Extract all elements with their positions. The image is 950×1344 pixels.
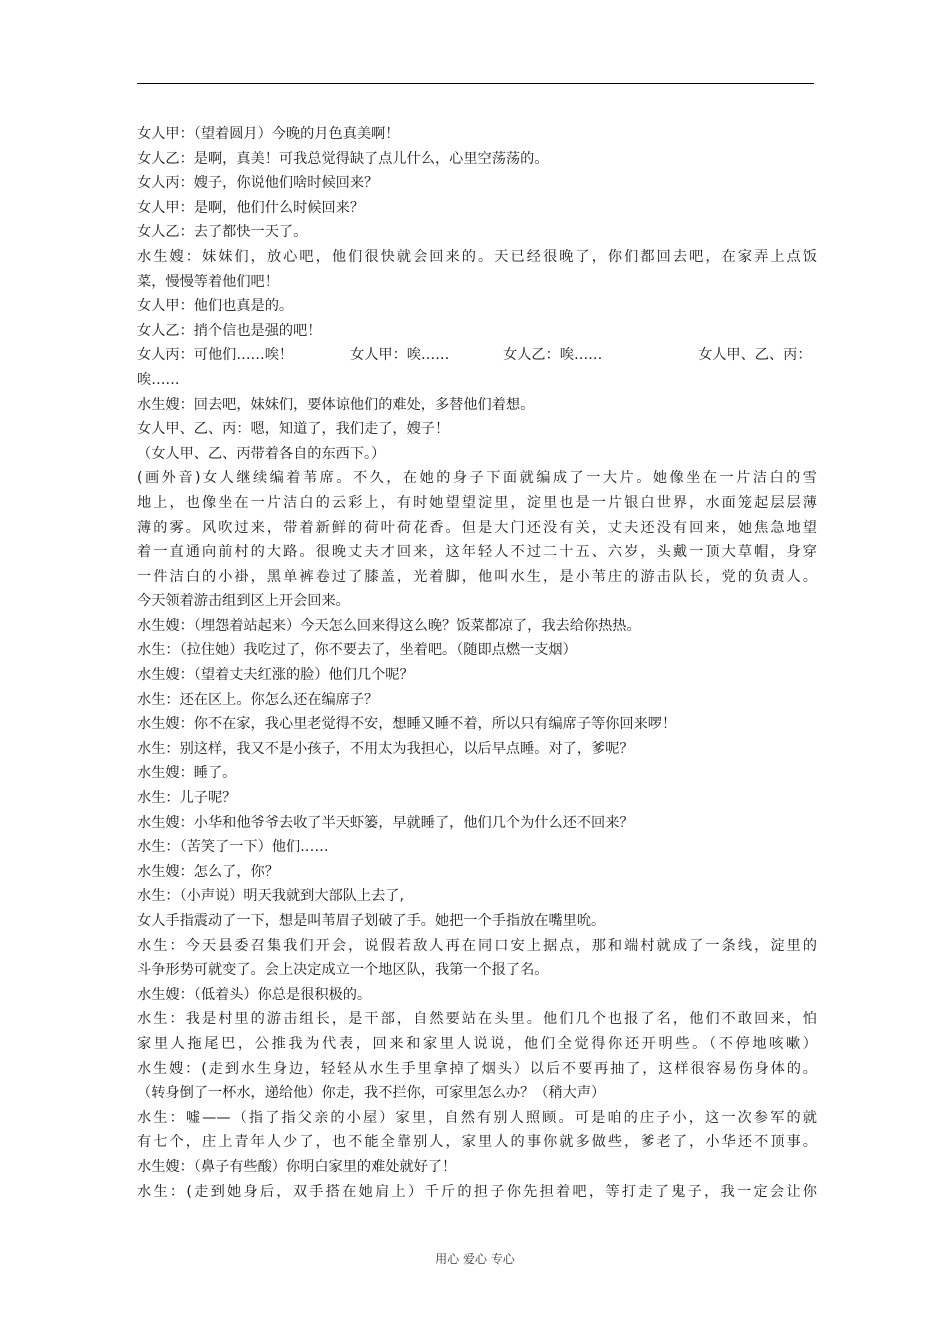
text-line: 水生：我是村里的游击组长，是干部，自然要站在头里。他们几个也报了名，他们不敢回来，怕 xyxy=(137,1011,817,1028)
text-line: 女人甲：（望着圆月）今晚的月色真美啊！ xyxy=(137,126,400,142)
text-line: 水生嫂：(走到水生身边，轻轻从水生手里拿掉了烟头）以后不要再抽了，这样很容易伤身体的。 xyxy=(137,1060,817,1077)
text-line: 一件洁白的小褂，黑单裤卷过了膝盖，光着脚，他叫水生，是小苇庄的游击队长，党的负责人。 xyxy=(137,568,817,585)
text-line: （转身倒了一杯水，递给他）你走，我不拦你，可家里怎么办？（稍大声） xyxy=(137,1085,606,1102)
text-line: 水生：别这样，我又不是小孩子，不用太为我担心，以后早点睡。对了，爹呢？ xyxy=(137,740,634,757)
speaker-row xyxy=(137,343,817,368)
text-line: 水生嫂：回去吧，妹妹们，要体谅他们的难处，多替他们着想。 xyxy=(137,396,535,413)
text-line: 水生嫂：（低着头）你总是很积极的。 xyxy=(137,986,372,1003)
text-line: 水生嫂：睡了。 xyxy=(137,765,237,782)
text-line: 女人乙：是啊，真美！可我总觉得缺了点儿什么，心里空荡荡的。 xyxy=(137,150,549,167)
text-line: 有七个，庄上青年人少了，也不能全靠别人，家里人的事你就多做些，爹老了，小华还不顶事。 xyxy=(137,1134,817,1151)
text-line: 女人甲、乙、丙：嗯，知道了，我们走了，嫂子！ xyxy=(137,421,450,438)
text-line: 着一直通向前村的大路。很晚丈夫才回来，这年轻人不过二十五、六岁，头戴一顶大草帽，身穿 xyxy=(137,544,817,561)
text-line: 水生：嘘——（指了指父亲的小屋）家里，自然有别人照顾。可是咱的庄子小，这一次参军的就 xyxy=(137,1109,817,1126)
text-line: 水生嫂：妹妹们，放心吧，他们很快就会回来的。天已经很晚了，你们都回去吧，在家弄上点饭 xyxy=(137,248,817,265)
text-line: 唉…… xyxy=(137,371,180,388)
text-line: 水生：还在区上。你怎么还在编席子？ xyxy=(137,691,379,708)
text-line: 水生嫂：你不在家，我心里老觉得不安，想睡又睡不着，所以只有编席子等你回来啰！ xyxy=(137,716,677,733)
text-line: 薄的雾。风吹过来，带着新鲜的荷叶荷花香。但是大门还没有关，丈夫还没有回来，她焦急地望 xyxy=(137,519,817,536)
text-line: 水生嫂：（埋怨着站起来）今天怎么回来得这么晚？饭菜都凉了，我去给你热热。 xyxy=(137,617,641,634)
text-line: 水生嫂：（望着丈夫红涨的脸）他们几个呢？ xyxy=(137,667,414,684)
page-footer: 用心 爱心 专心 xyxy=(435,1252,515,1266)
document-body xyxy=(137,122,817,1204)
text-line: 水生：(走到她身后，双手搭在她肩上）千斤的担子你先担着吧，等打走了鬼子，我一定会让你 xyxy=(137,1183,817,1200)
text-line: 水生：儿子呢？ xyxy=(137,790,237,807)
text-line: 女人乙：去了都快一天了。 xyxy=(137,224,308,241)
text-line: 水生嫂：小华和他爷爷去收了半天虾篓，早就睡了，他们几个为什么还不回来？ xyxy=(137,814,634,831)
text-line: 水生：（小声说）明天我就到大部队上去了, xyxy=(137,888,404,905)
text-line: 女人甲：是啊，他们什么时候回来？ xyxy=(137,199,365,216)
text-line: 女人手指震动了一下，想是叫苇眉子划破了手。她把一个手指放在嘴里吮。 xyxy=(137,913,606,929)
text-line: 女人乙：捎个信也是强的吧！ xyxy=(137,322,322,339)
text-line: 水生：今天县委召集我们开会，说假若敌人再在同口安上据点，那和端村就成了一条线，淀里的 xyxy=(137,937,817,954)
text-line: （女人甲、乙、丙带着各自的东西下。） xyxy=(137,445,386,462)
text-line: 斗争形势可就变了。会上决定成立一个地区队，我第一个报了名。 xyxy=(137,962,549,979)
speaker-line: 女人甲：唉…… xyxy=(350,347,450,364)
text-line: 水生嫂：（鼻子有些酸）你明白家里的难处就好了！ xyxy=(137,1158,457,1175)
speaker-line: 女人丙：可他们……唉！ xyxy=(137,347,294,364)
speaker-line: 女人乙：唉…… xyxy=(503,347,603,364)
text-line: 水生嫂：怎么了，你？ xyxy=(137,863,279,880)
text-line: 女人丙：嫂子，你说他们啥时候回来？ xyxy=(137,175,379,192)
text-line: 水生：（拉住她）我吃过了，你不要去了，坐着吧。（随即点燃一支烟） xyxy=(137,642,577,659)
text-line: 地上，也像坐在一片洁白的云彩上，有时她望望淀里，淀里也是一片银白世界，水面笼起层层薄 xyxy=(137,494,817,511)
text-line: 家里人拖尾巴，公推我为代表，回来和家里人说说，他们全觉得你还开明些。（不停地咳嗽） xyxy=(137,1035,817,1052)
text-line: 水生：（苦笑了一下）他们…… xyxy=(137,839,329,856)
text-line: (画外音)女人继续编着苇席。不久，在她的身子下面就编成了一大片。她像坐在一片洁白的雪 xyxy=(137,470,817,487)
text-line: 菜，慢慢等着他们吧！ xyxy=(137,273,279,290)
text-line: 今天领着游击组到区上开会回来。 xyxy=(137,593,350,610)
header-rule xyxy=(137,83,814,84)
speaker-line: 女人甲、乙、丙： xyxy=(698,347,812,364)
text-line: 女人甲：他们也真是的。 xyxy=(137,298,294,315)
